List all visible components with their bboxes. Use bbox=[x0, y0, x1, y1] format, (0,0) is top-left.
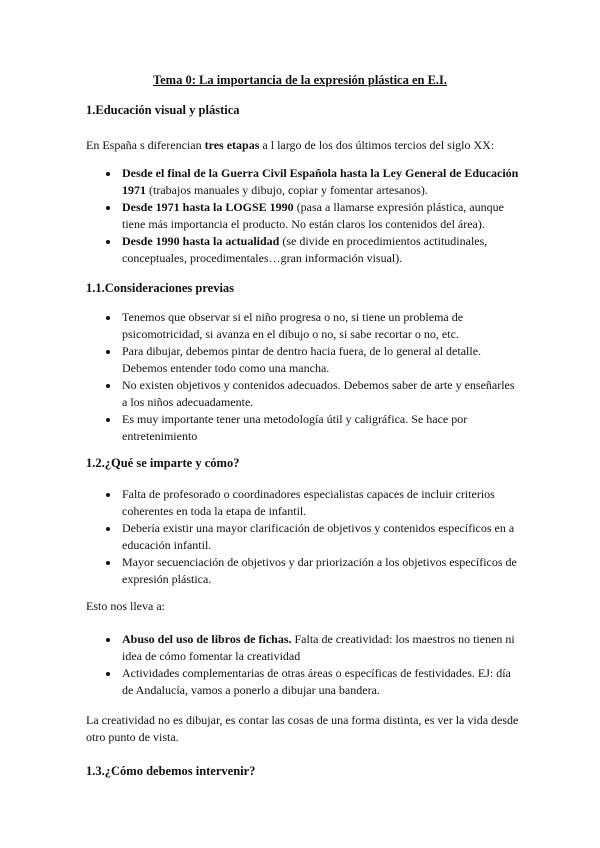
intro-bold: tres etapas bbox=[204, 138, 260, 152]
section-1-2-lead: Esto nos lleva a: bbox=[86, 599, 165, 613]
section-1-2-closing: La creatividad no es dibujar, es contar las cosas de una forma distinta, es ver la vida desde otro punto de vista. bbox=[86, 713, 519, 744]
list-item bbox=[86, 486, 522, 520]
bullet-icon bbox=[106, 172, 110, 176]
list-item-bold: Abuso del uso de libros de fichas. bbox=[122, 632, 292, 646]
section-1-2-list-2 bbox=[86, 631, 522, 699]
list-item-text: No existen objetivos y contenidos adecuados. Debemos saber de arte y enseñarles a los niños adecuadamente. bbox=[122, 378, 515, 409]
list-item bbox=[86, 411, 522, 445]
section-heading-1-3: 1.3.¿Cómo debemos intervenir? bbox=[86, 764, 256, 778]
bullet-icon bbox=[106, 418, 110, 422]
bullet-icon bbox=[106, 493, 110, 497]
list-item-text: Mayor secuenciación de objetivos y dar priorización a los objetivos específicos de expresión plástica. bbox=[122, 555, 517, 586]
list-item-text: (se divide en procedimientos actitudinales, conceptuales, procedimentales…gran información visual). bbox=[122, 234, 488, 265]
list-item bbox=[86, 631, 522, 665]
section-1-2-list bbox=[86, 486, 522, 588]
list-item-text: Falta de profesorado o coordinadores especialistas capaces de incluir criterios coherentes en toda la etapa de infantil. bbox=[122, 487, 495, 518]
bullet-icon bbox=[106, 350, 110, 354]
intro-text-end: a l largo de los dos últimos tercios del siglo XX: bbox=[259, 138, 495, 152]
bullet-icon bbox=[106, 316, 110, 320]
page-title: Tema 0: La importancia de la expresión plástica en E.I. bbox=[152, 73, 448, 87]
list-item-text: Es muy importante tener una metodología útil y caligráfica. Se hace por entretenimiento bbox=[122, 412, 468, 443]
bullet-icon bbox=[106, 672, 110, 676]
list-item-text: (trabajos manuales y dibujo, copiar y fomentar artesanos). bbox=[146, 183, 428, 197]
list-item-bold: Desde el final de la Guerra Civil Española hasta la Ley General de Educación 1971 bbox=[122, 166, 519, 197]
list-item-text: Debería existir una mayor clarificación de objetivos y contenidos específicos en a educación infantil. bbox=[122, 521, 515, 552]
list-item bbox=[86, 343, 522, 377]
list-item bbox=[86, 233, 522, 267]
section-1-list bbox=[86, 165, 522, 267]
list-item bbox=[86, 520, 522, 554]
list-item bbox=[86, 377, 522, 411]
list-item-text: (pasa a llamarse expresión plástica, aunque tiene más importancia el producto. No están claros los contenidos del área). bbox=[122, 200, 504, 231]
section-heading-1: 1.Educación visual y plástica bbox=[86, 103, 240, 117]
list-item bbox=[86, 309, 522, 343]
bullet-icon bbox=[106, 384, 110, 388]
list-item bbox=[86, 165, 522, 199]
list-item bbox=[86, 554, 522, 588]
list-item-text: Tenemos que observar si el niño progresa o no, si tiene un problema de psicomotricidad, si avanza en el dibujo o no, si sabe recortar o no, etc. bbox=[122, 310, 464, 341]
bullet-icon bbox=[106, 561, 110, 565]
list-item-text: Para dibujar, debemos pintar de dentro hacia fuera, de lo general al detalle. Debemos entender todo como una mancha. bbox=[122, 344, 482, 375]
list-item-text: Actividades complementarias de otras áreas o específicas de festividades. EJ: día de Andalucía, vamos a ponerlo a dibujar una bandera. bbox=[122, 666, 511, 697]
section-1-1-list bbox=[86, 309, 522, 445]
bullet-icon bbox=[106, 638, 110, 642]
list-item bbox=[86, 199, 522, 233]
list-item-text: Falta de creatividad: los maestros no tienen ni idea de cómo fomentar la creatividad bbox=[122, 632, 515, 663]
bullet-icon bbox=[106, 206, 110, 210]
list-item-bold: Desde 1971 hasta la LOGSE 1990 bbox=[122, 200, 294, 214]
section-heading-1-1: 1.1.Consideraciones previas bbox=[86, 281, 235, 295]
bullet-icon bbox=[106, 240, 110, 244]
intro-text: En España s diferencian bbox=[86, 138, 205, 152]
section-heading-1-2: 1.2.¿Qué se imparte y cómo? bbox=[86, 456, 240, 470]
list-item bbox=[86, 665, 522, 699]
bullet-icon bbox=[106, 527, 110, 531]
list-item-bold: Desde 1990 hasta la actualidad bbox=[122, 234, 280, 248]
section-1-intro bbox=[86, 137, 526, 154]
